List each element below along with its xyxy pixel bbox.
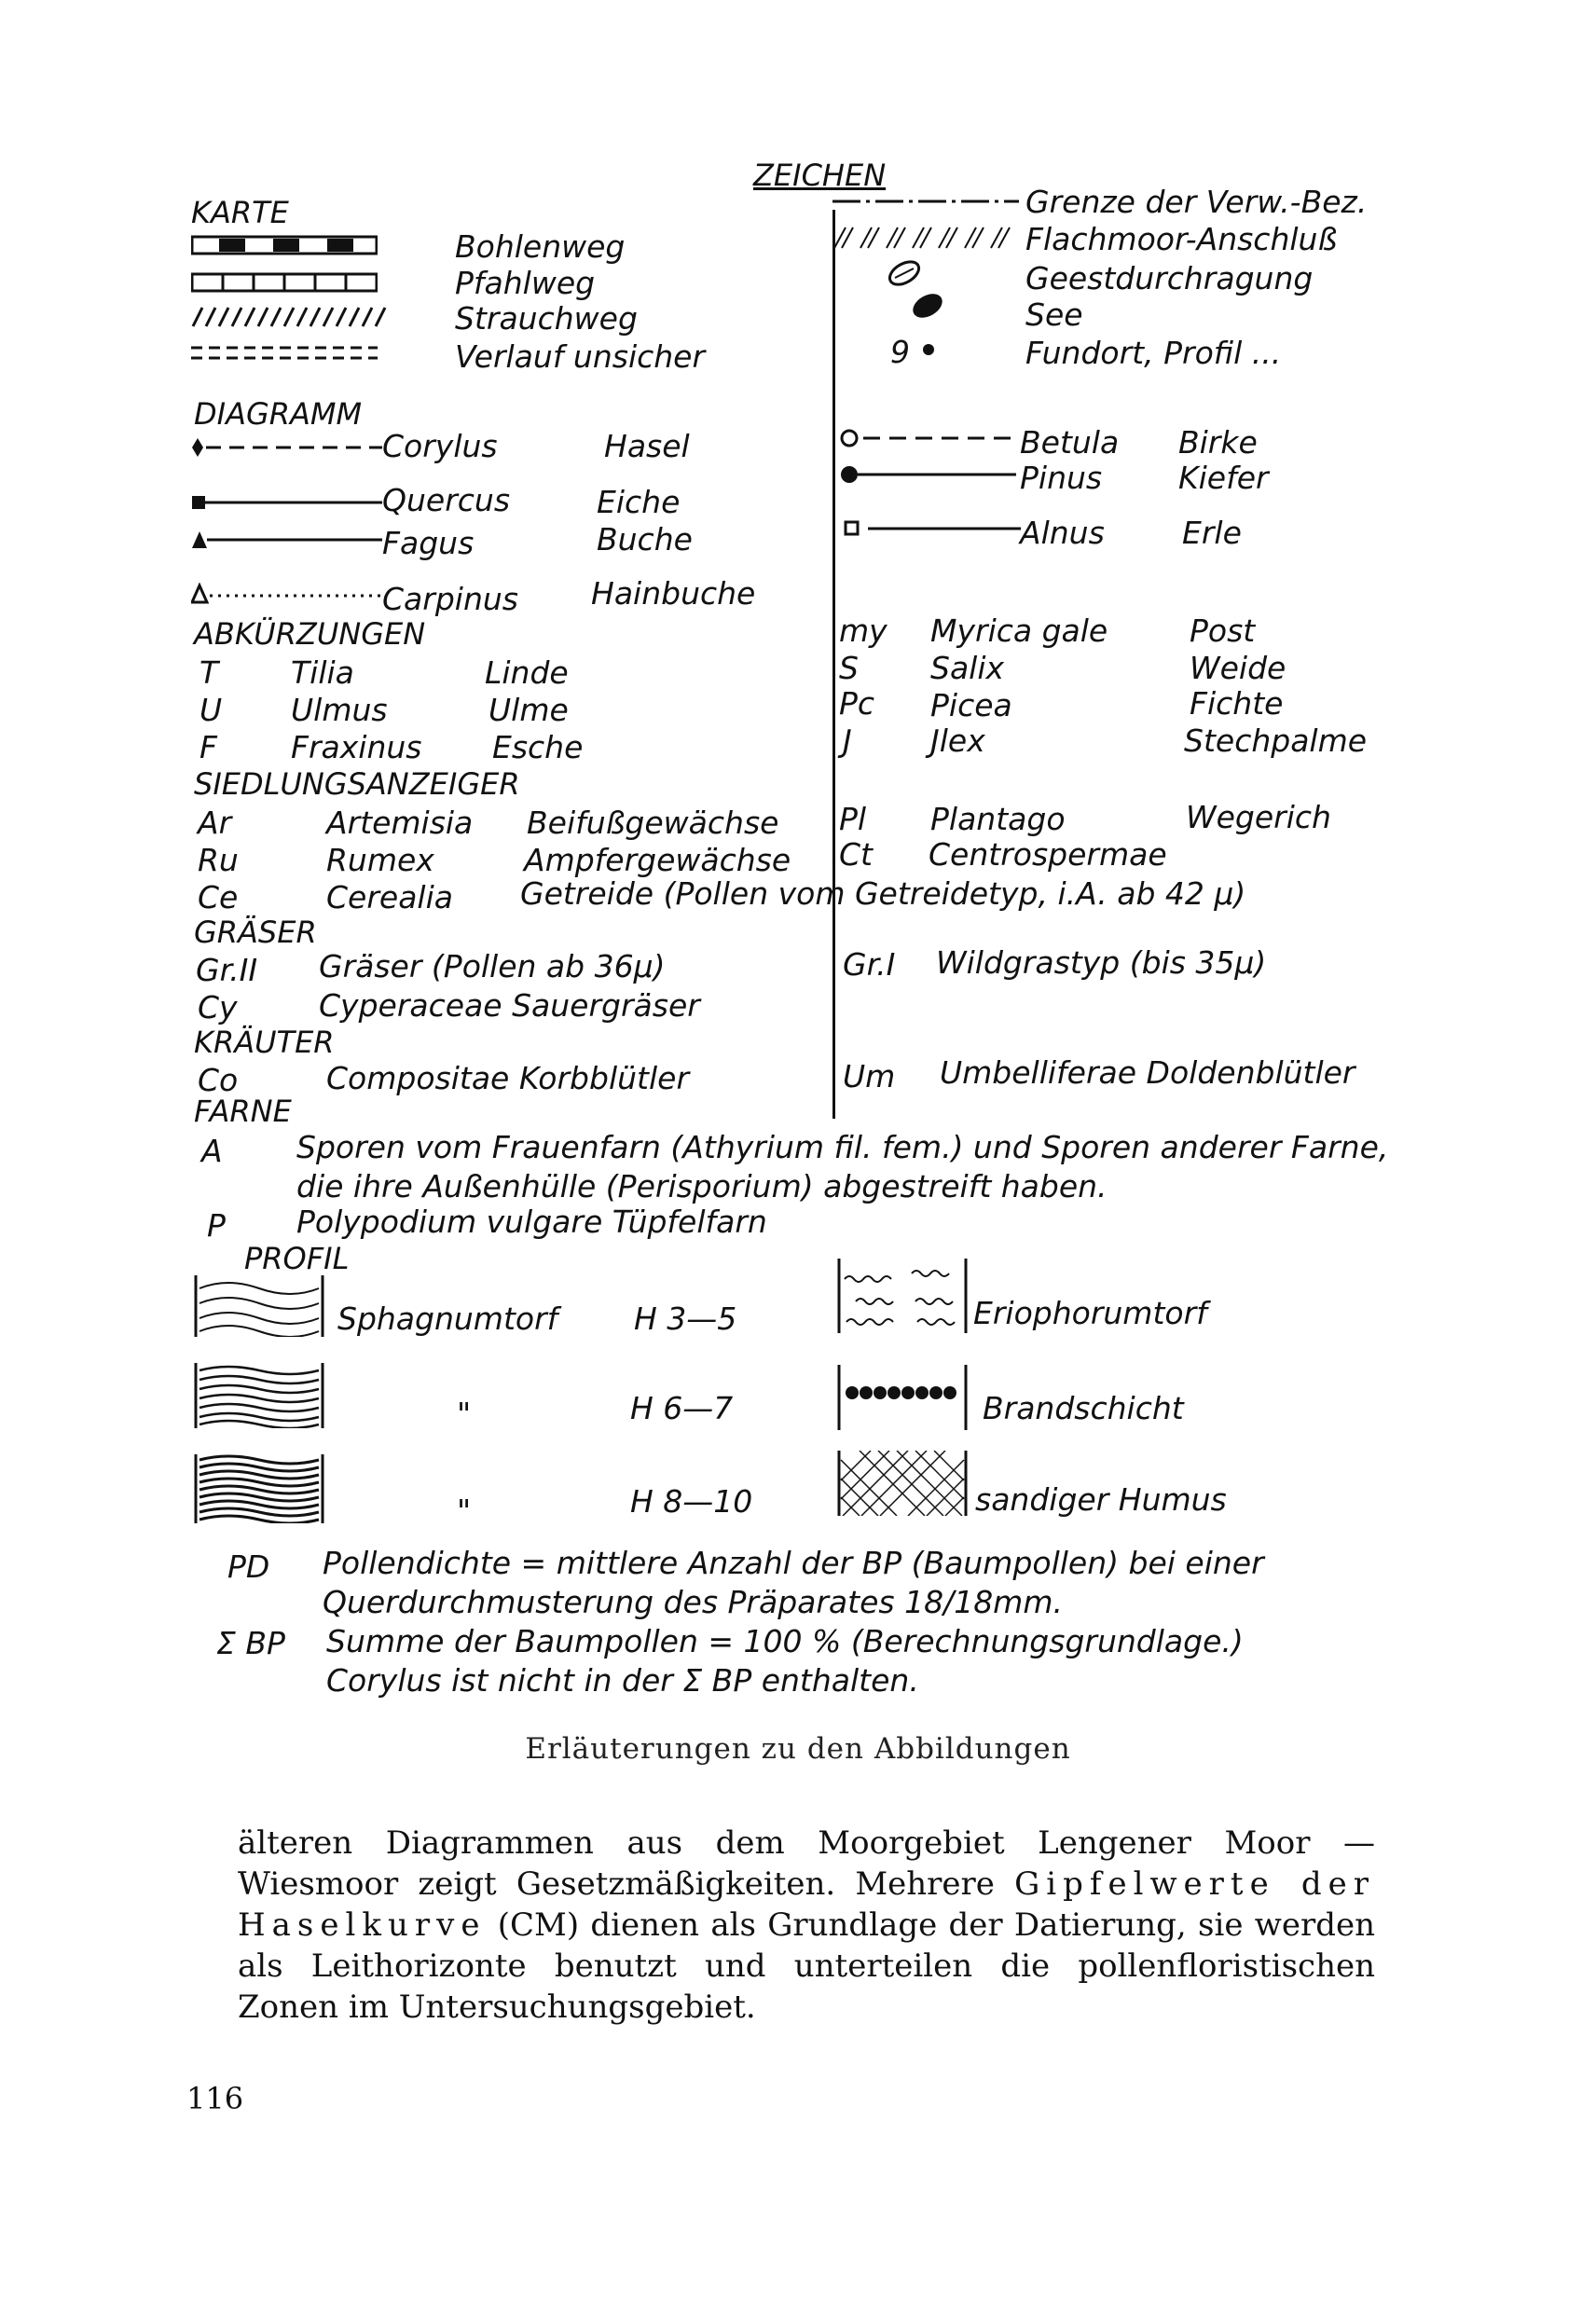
kraeuter-code-co: Co [198,1062,239,1098]
zeichen-label-see: See [1025,296,1083,333]
diagram-latin-carpinus: Carpinus [382,581,518,617]
diagram-latin-corylus: Corylus [382,428,498,464]
farne-text-a-line1: Sporen vom Frauenfarn (Athyrium fil. fem.) und Sporen anderer Farne, [296,1129,1389,1165]
abbr-code-f: F [200,729,217,765]
note-bp-line2: Corylus ist nicht in der Σ BP enthalten. [326,1662,919,1699]
zeichen-label-grenze: Grenze der Verw.-Bez. [1025,184,1368,220]
farne-code-p: P [207,1207,226,1244]
profil-label-eriophorumtorf: Eriophorumtorf [973,1295,1207,1331]
diagram-latin-pinus: Pinus [1020,460,1103,496]
zeichen-label-geest: Geestdurchragung [1025,260,1314,296]
page-number: 116 [186,2081,244,2116]
siedlung-code-ru: Ru [198,842,239,878]
siedlung-latin-rumex: Rumex [326,842,434,878]
note-pd-line2: Querdurchmusterung des Präparates 18/18mm. [323,1584,1063,1620]
graeser-code-cy: Cy [198,989,238,1025]
abbr-latin-picea: Picea [930,687,1012,723]
sphagnumtorf-h8-10-symbol [194,1454,324,1523]
profil-ditto-2: " [457,1493,472,1529]
diagram-german-buche: Buche [597,521,693,557]
profil-h6-7: H 6—7 [630,1390,734,1426]
profil-label-sandiger-humus: sandiger Humus [975,1481,1227,1518]
strauchweg-symbol [191,306,387,328]
pfahlweg-symbol [191,272,378,293]
diagram-latin-betula: Betula [1020,424,1120,461]
siedlung-german-getreide: Getreide (Pollen vom Getreidetyp, i.A. ab 42 µ) [520,875,1246,912]
profil-label-sphagnumtorf: Sphagnumtorf [337,1300,558,1337]
farne-text-a-line2: die ihre Außenhülle (Perisporium) abgestreift haben. [296,1168,1108,1204]
corylus-line-symbol [191,436,382,459]
body-text-spaced: Gipfelwerte der Haselkurve [238,1865,1375,1944]
see-symbol [909,291,946,321]
karte-label-verlauf-unsicher: Verlauf unsicher [455,338,706,375]
diagram-german-hainbuche: Hainbuche [591,575,756,612]
abbr-german-esche: Esche [492,729,584,765]
body-text-part1: älteren Diagrammen aus dem Moorgebiet Lengener Moor — Wiesmoor zeigt Gesetzmäßigkeiten. Mehrere [238,1824,1375,1903]
siedlung-german-wegerich: Wegerich [1186,799,1331,835]
carpinus-line-symbol [191,583,382,605]
heading-siedlungsanzeiger: SIEDLUNGSANZEIGER [194,766,520,802]
abbr-latin-myrica: Myrica gale [930,612,1108,649]
profil-h8-10: H 8—10 [630,1483,753,1520]
abbr-code-u: U [200,692,223,728]
heading-karte: KARTE [191,195,289,230]
bohlenweg-symbol [191,235,378,255]
graeser-code-gr2: Gr.II [196,952,258,988]
farne-code-a: A [201,1133,223,1169]
abbr-latin-fraxinus: Fraxinus [291,729,422,765]
karte-label-strauchweg: Strauchweg [455,300,638,337]
siedlung-german-ampfer: Ampfergewächse [524,842,791,878]
brandschicht-symbol [837,1365,968,1430]
abbr-code-s: S [839,650,859,686]
kraeuter-text-um: Umbelliferae Doldenblütler [940,1054,1355,1091]
abbr-german-ulme: Ulme [488,692,569,728]
graeser-text-cy: Cyperaceae Sauergräser [319,987,700,1024]
heading-diagramm: DIAGRAMM [194,396,363,432]
abbr-german-stechpalme: Stechpalme [1184,722,1368,759]
verlauf-unsicher-symbol [191,343,378,362]
diagram-latin-alnus: Alnus [1020,515,1105,551]
diagram-german-erle: Erle [1182,515,1242,551]
abbr-code-t: T [200,654,219,691]
body-text-part2: (CM) dienen als Grundlage der Datierung, sie werden als Leithorizonte benutzt und unterteilen die pollenfloristischen Zonen im Untersuchungsgebiet. [238,1906,1375,2026]
abbr-code-pc: Pc [839,685,875,722]
sphagnumtorf-h6-7-symbol [194,1363,324,1428]
diagram-german-hasel: Hasel [604,428,690,464]
geestdurchragung-symbol [886,259,923,287]
karte-label-pfahlweg: Pfahlweg [455,265,596,301]
sandiger-humus-symbol [837,1451,968,1516]
note-pd-line1: Pollendichte = mittlere Anzahl der BP (Baumpollen) bei einer [323,1545,1264,1581]
abbr-code-j: J [843,722,852,759]
diagram-german-birke: Birke [1178,424,1258,461]
kraeuter-text-co: Compositae Korbblütler [326,1060,690,1096]
zeichen-label-flachmoor: Flachmoor-Anschluß [1025,221,1338,257]
abbr-german-post: Post [1190,612,1256,649]
siedlung-code-pl: Pl [839,801,867,837]
karte-label-bohlenweg: Bohlenweg [455,228,626,265]
farne-text-p: Polypodium vulgare Tüpfelfarn [296,1204,767,1240]
graeser-text-gr1: Wildgrastyp (bis 35µ) [936,944,1267,981]
siedlung-code-ar: Ar [198,805,232,841]
legend-divider-bottom [832,914,835,1119]
heading-farne: FARNE [194,1094,292,1129]
abbr-latin-tilia: Tilia [291,654,354,691]
siedlung-code-ce: Ce [198,879,239,915]
profil-label-brandschicht: Brandschicht [983,1390,1184,1426]
abbr-code-my: my [839,612,887,649]
heading-kraeuter: KRÄUTER [194,1025,335,1060]
abbr-latin-ulmus: Ulmus [291,692,388,728]
abbr-german-weide: Weide [1190,650,1286,686]
profil-ditto-1: " [457,1396,472,1432]
siedlung-code-ct: Ct [839,836,873,873]
figure-caption: Erläuterungen zu den Abbildungen [525,1732,1071,1766]
abbr-latin-jlex: Jlex [930,722,985,759]
heading-profil: PROFIL [244,1241,350,1276]
alnus-line-symbol [844,517,1021,540]
profil-h3-5: H 3—5 [634,1300,737,1337]
siedlung-latin-plantago: Plantago [930,801,1066,837]
kraeuter-code-um: Um [843,1058,896,1094]
fundort-number: 9 [890,334,910,370]
grenze-symbol [832,196,1019,207]
fundort-dot [921,342,936,357]
siedlung-latin-centrospermae: Centrospermae [929,836,1167,873]
heading-zeichen: ZEICHEN [753,158,887,193]
diagram-german-kiefer: Kiefer [1178,460,1269,496]
graeser-text-gr2: Gräser (Pollen ab 36µ) [319,948,666,984]
flachmoor-symbol [832,226,1019,250]
body-paragraph [238,1823,1375,2028]
siedlung-latin-artemisia: Artemisia [326,805,474,841]
pinus-line-symbol [839,463,1016,486]
heading-graeser: GRÄSER [194,915,317,950]
betula-line-symbol [839,427,1016,449]
siedlung-latin-cerealia: Cerealia [326,879,453,915]
abbr-german-linde: Linde [485,654,569,691]
eriophorumtorf-symbol [837,1259,968,1333]
sphagnumtorf-h3-5-symbol [194,1275,324,1337]
graeser-code-gr1: Gr.I [843,946,896,983]
abbr-latin-salix: Salix [930,650,1005,686]
abbr-german-fichte: Fichte [1190,685,1284,722]
note-code-sum-bp: Σ BP [216,1625,285,1661]
fagus-line-symbol [191,529,382,551]
diagram-latin-quercus: Quercus [382,482,511,518]
diagram-latin-fagus: Fagus [382,525,475,561]
zeichen-label-fundort: Fundort, Profil ... [1025,335,1282,371]
siedlung-german-beifuss: Beifußgewächse [527,805,779,841]
heading-abkuerzungen: ABKÜRZUNGEN [194,616,426,652]
note-code-pd: PD [227,1548,270,1585]
note-bp-line1: Summe der Baumpollen = 100 % (Berechnungsgrundlage.) [326,1623,1244,1659]
diagram-german-eiche: Eiche [597,484,681,520]
quercus-line-symbol [191,491,382,514]
